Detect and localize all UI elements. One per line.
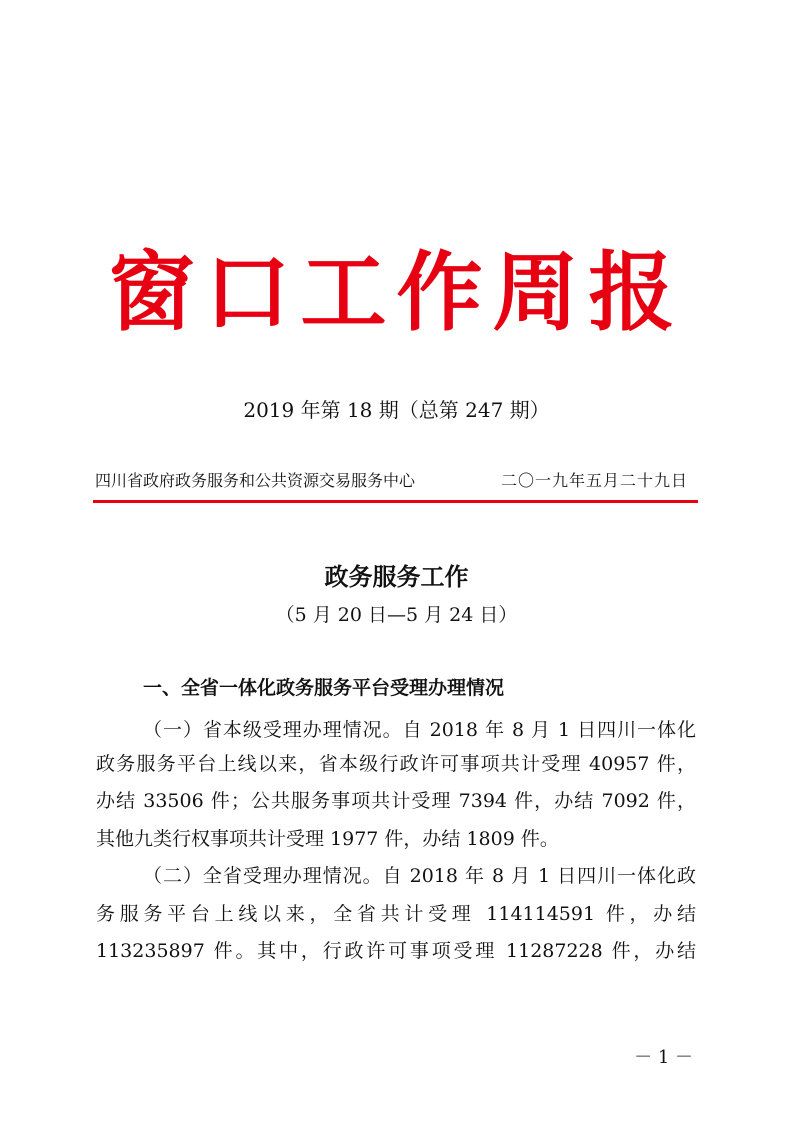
paragraph-line: 办结 33506 件；公共服务事项共计受理 7394 件，办结 7092 件， xyxy=(96,790,696,812)
paragraph-line: 113235897 件。其中，行政许可事项受理 11287228 件，办结 xyxy=(96,940,696,962)
section-date-range: （5 月 20 日—5 月 24 日） xyxy=(275,604,518,626)
paragraph-line: 其他九类行权事项共计受理 1977 件，办结 1809 件。 xyxy=(96,828,559,850)
paragraph-line: （二）全省受理办理情况。自 2018 年 8 月 1 日四川一体化政 xyxy=(143,865,696,887)
masthead-title: 窗口工作周报 xyxy=(108,242,685,343)
issuing-organization: 四川省政府政务服务和公共资源交易服务中心 xyxy=(95,471,416,490)
issue-number: 2019 年第 18 期（总第 247 期） xyxy=(243,398,550,422)
red-divider-rule xyxy=(93,500,698,503)
section-title: 政务服务工作 xyxy=(324,562,469,591)
paragraph-line: 政务服务平台上线以来，省本级行政许可事项共计受理 40957 件， xyxy=(96,753,696,775)
paragraph-line: 务服务平台上线以来，全省共计受理 114114591 件，办结 xyxy=(96,903,696,925)
heading-level-1: 一、全省一体化政务服务平台受理办理情况 xyxy=(143,677,505,699)
issue-date: 二〇一九年五月二十九日 xyxy=(500,471,688,490)
paragraph-line: （一）省本级受理办理情况。自 2018 年 8 月 1 日四川一体化 xyxy=(143,719,696,741)
page-number: － 1 － xyxy=(634,1047,693,1068)
